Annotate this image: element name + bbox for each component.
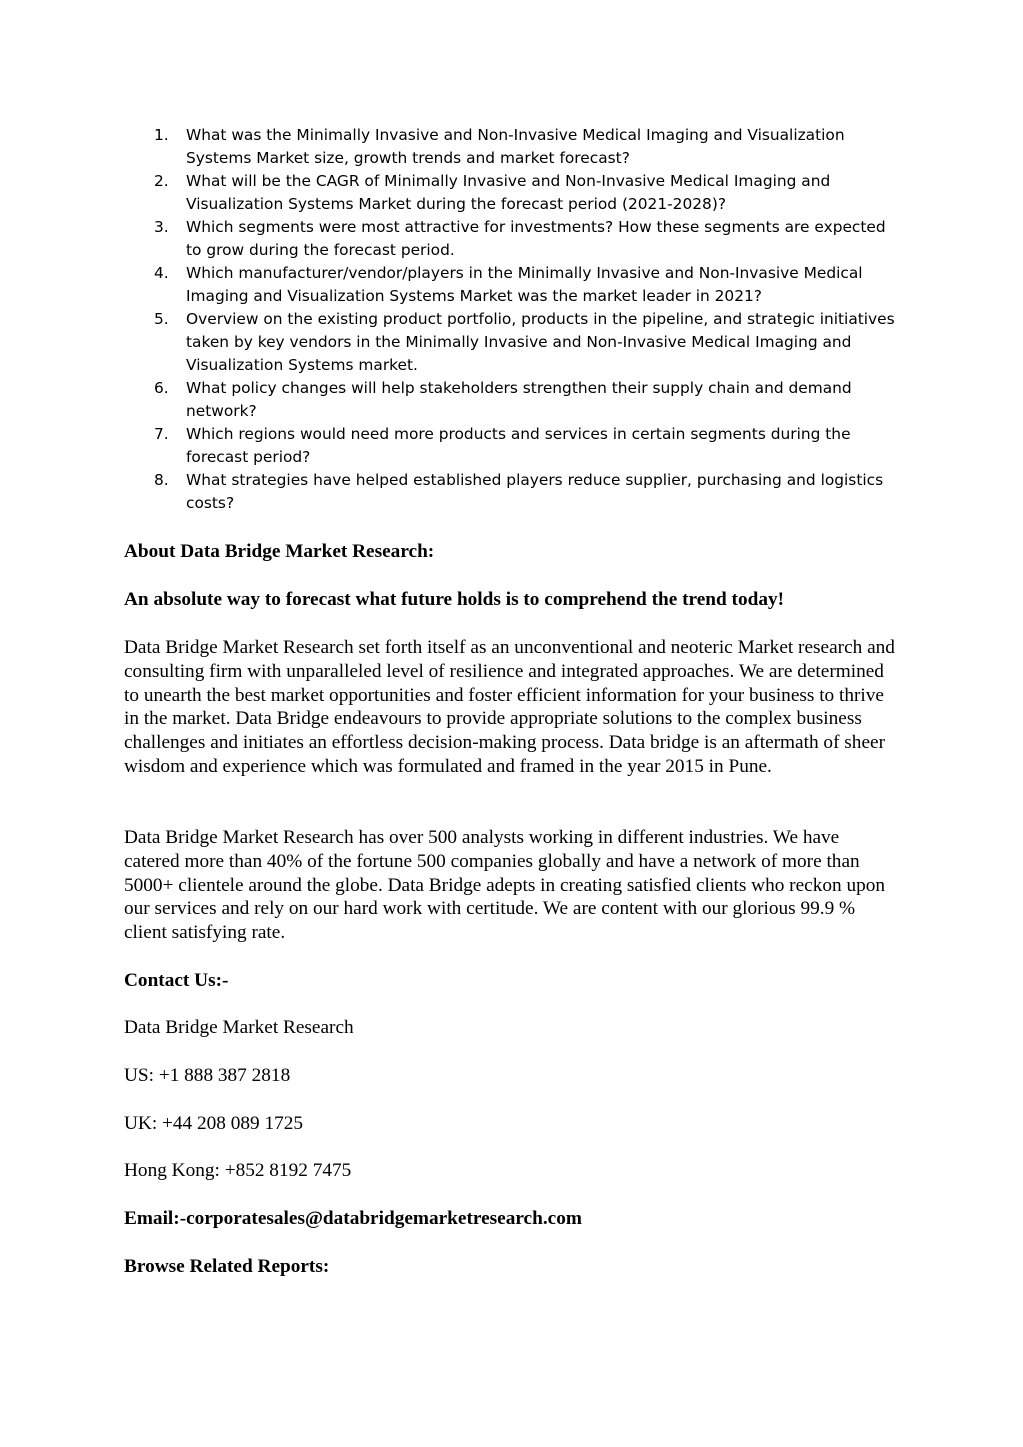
contact-heading: Contact Us:- <box>124 970 229 991</box>
contact-phone-hong-kong: Hong Kong: +852 8192 7475 <box>124 1160 352 1181</box>
list-item <box>154 124 899 170</box>
list-item-text: Which manufacturer/vendor/players in the Minimally Invasive and Non-Invasive Medical Imaging and Visualization Systems Market was the market leader in 2021? <box>186 264 863 305</box>
list-item-text: What strategies have helped established players reduce supplier, purchasing and logistics costs? <box>186 471 884 512</box>
about-paragraph-2: Data Bridge Market Research has over 500 analysts working in different industries. We have catered more than 40% of the fortune 500 companies globally and have a network of more than 5000+ clientele around the globe. Data Bridge adepts in creating satisfied clients who reckon upon our services and rely on our hard work with certitude. We are content with our glorious 99.9 % client satisfying rate. <box>124 827 886 944</box>
list-item-number: 4. <box>154 264 169 282</box>
contact-company: Data Bridge Market Research <box>124 1017 354 1038</box>
list-item-number: 5. <box>154 310 169 328</box>
list-item-text: Overview on the existing product portfolio, products in the pipeline, and strategic initiatives taken by key vendors in the Minimally Invasive and Non-Invasive Medical Imaging and Visualization Systems market. <box>186 310 895 374</box>
list-item <box>154 170 899 216</box>
about-paragraph-1: Data Bridge Market Research set forth itself as an unconventional and neoteric Market research and consulting firm with unparalleled level of resilience and integrated approaches. We are determined to unearth the best market opportunities and foster efficient information for your business to thrive in the market. Data Bridge endeavours to provide appropriate solutions to the complex business challenges and initiates an effortless decision-making process. Data bridge is an aftermath of sheer wisdom and experience which was formulated and framed in the year 2015 in Pune. <box>124 637 895 777</box>
questions-list <box>154 124 899 515</box>
list-item <box>154 423 899 469</box>
list-item-number: 1. <box>154 126 169 144</box>
list-item-text: What policy changes will help stakeholders strengthen their supply chain and demand network? <box>186 379 852 420</box>
list-item <box>154 308 899 377</box>
list-item-number: 2. <box>154 172 169 190</box>
list-item-text: Which segments were most attractive for investments? How these segments are expected to grow during the forecast period. <box>186 218 886 259</box>
related-reports-heading: Browse Related Reports: <box>124 1256 330 1277</box>
about-tagline: An absolute way to forecast what future holds is to comprehend the trend today! <box>124 589 785 610</box>
list-item-text: What will be the CAGR of Minimally Invasive and Non-Invasive Medical Imaging and Visualization Systems Market during the forecast period (2021-2028)? <box>186 172 831 213</box>
list-item-number: 3. <box>154 218 169 236</box>
contact-phone-uk: UK: +44 208 089 1725 <box>124 1113 304 1134</box>
list-item-number: 7. <box>154 425 169 443</box>
about-heading: About Data Bridge Market Research: <box>124 541 435 562</box>
list-item-number: 8. <box>154 471 169 489</box>
list-item-text: What was the Minimally Invasive and Non-Invasive Medical Imaging and Visualization Systems Market size, growth trends and market forecast? <box>186 126 845 167</box>
contact-phone-us: US: +1 888 387 2818 <box>124 1065 291 1086</box>
list-item <box>154 262 899 308</box>
list-item <box>154 469 899 515</box>
contact-email: Email:-corporatesales@databridgemarketresearch.com <box>124 1208 582 1229</box>
list-item-text: Which regions would need more products and services in certain segments during the forecast period? <box>186 425 851 466</box>
list-item-number: 6. <box>154 379 169 397</box>
list-item <box>154 377 899 423</box>
list-item <box>154 216 899 262</box>
